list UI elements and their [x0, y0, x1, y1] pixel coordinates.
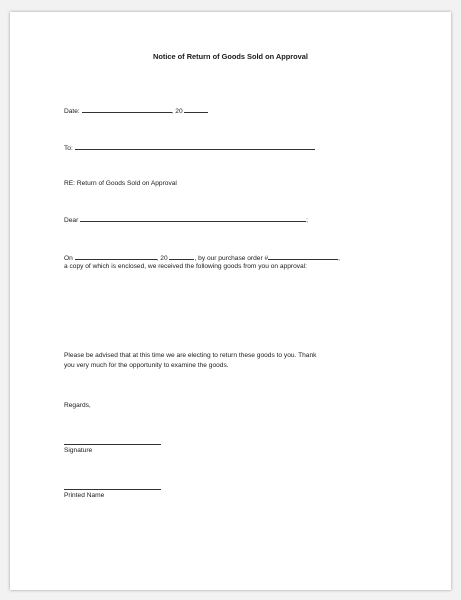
po-text: , by our purchase order # — [194, 255, 269, 262]
po-suffix: , — [338, 255, 340, 262]
to-label: To: — [64, 145, 73, 152]
signature-label: Signature — [64, 447, 93, 454]
document-title: Notice of Return of Goods Sold on Approval — [153, 52, 308, 61]
printed-name-rule[interactable] — [64, 489, 161, 490]
date-label: Date: — [64, 108, 80, 115]
dear-blank[interactable] — [80, 215, 306, 222]
copy-line: a copy of which is enclosed, we received the following goods from you on approval: — [64, 263, 308, 270]
year-prefix: , 20 — [171, 108, 183, 115]
year-blank[interactable] — [184, 106, 208, 113]
dear-suffix: ; — [306, 217, 308, 224]
on-label: On — [64, 255, 73, 262]
to-blank[interactable] — [75, 143, 315, 150]
year-blank-2[interactable] — [169, 253, 194, 260]
to-line — [64, 143, 315, 154]
signature-rule[interactable] — [64, 444, 161, 445]
on-line — [64, 253, 340, 264]
on-date-blank[interactable] — [75, 253, 157, 260]
year-prefix-2: , 20 — [156, 255, 168, 262]
document-page — [10, 12, 451, 590]
regards-line: Regards, — [64, 402, 91, 409]
printed-name-label: Printed Name — [64, 492, 105, 499]
dear-label: Dear — [64, 217, 79, 224]
po-number-blank[interactable] — [268, 253, 338, 260]
re-line: RE: Return of Goods Sold on Approval — [64, 180, 177, 187]
dear-line — [64, 215, 308, 226]
advised-line-1: Please be advised that at this time we are electing to return these goods to you. Thank — [64, 352, 317, 359]
advised-line-2: you very much for the opportunity to examine the goods. — [64, 362, 229, 369]
date-line — [64, 106, 208, 117]
date-blank[interactable] — [82, 106, 172, 113]
